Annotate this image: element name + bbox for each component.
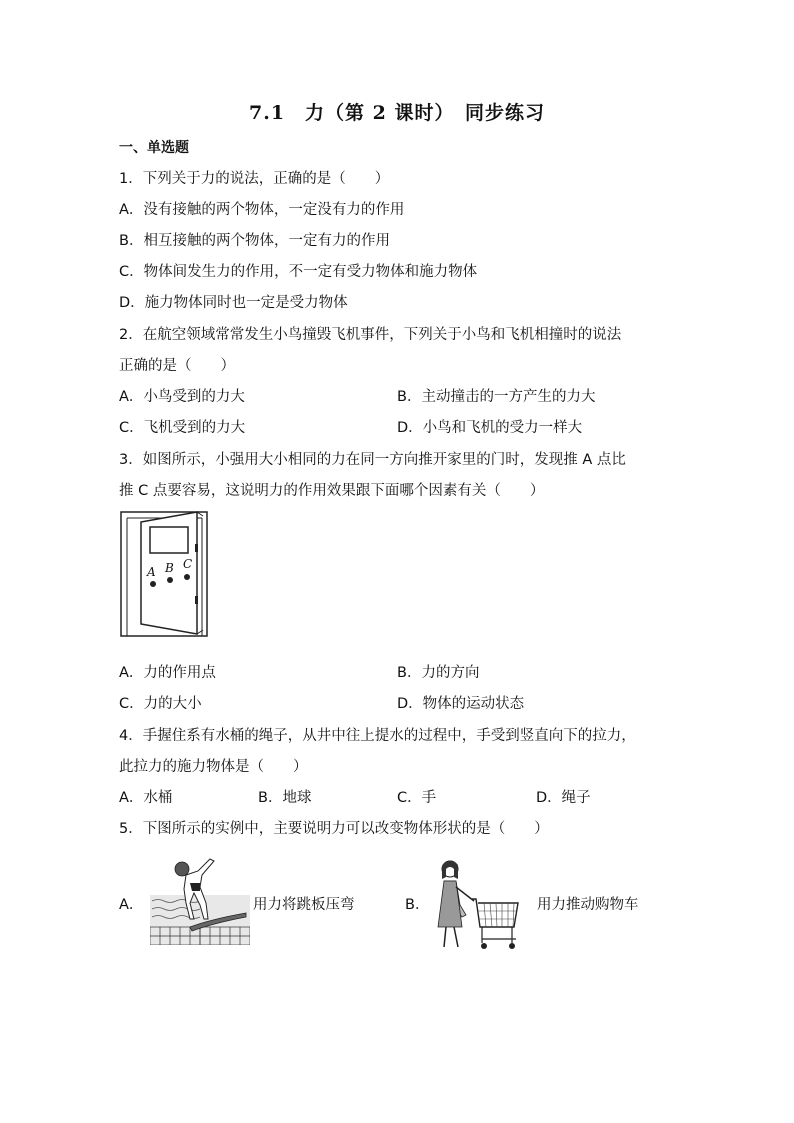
question-2-stem-line1: 2．在航空领域常常发生小鸟撞毁飞机事件，下列关于小鸟和飞机相撞时的说法	[119, 327, 622, 343]
door-figure	[119, 510, 211, 640]
question-4-stem-line1: 4．手握住系有水桶的绳子，从井中往上提水的过程中，手受到竖直向下的拉力，	[119, 728, 636, 744]
point-c-dot	[184, 574, 190, 580]
point-c-label: C	[183, 557, 193, 571]
question-3-option-c: C．力的大小	[119, 696, 202, 712]
question-5-stem: 5．下图所示的实例中，主要说明力可以改变物体形状的是（ ）	[119, 821, 549, 837]
point-a-dot	[150, 581, 156, 587]
question-1-option-c: C．物体间发生力的作用，不一定有受力物体和施力物体	[119, 264, 478, 280]
question-4-option-c: C．手	[397, 790, 437, 806]
question-1-option-a: A．没有接触的两个物体，一定没有力的作用	[119, 202, 405, 218]
point-b-dot	[167, 577, 173, 583]
question-5-option-b-letter: B．	[405, 897, 430, 913]
question-4-stem-line2: 此拉力的施力物体是（ ）	[119, 759, 308, 775]
question-2-stem-line2: 正确的是（ ）	[119, 358, 235, 374]
page-title: 7.1 力（第 2 课时） 同步练习	[248, 102, 545, 124]
question-3-stem-line2: 推 C 点要容易，这说明力的作用效果跟下面哪个因素有关（ ）	[119, 483, 545, 499]
diving-board-figure	[150, 853, 250, 945]
question-2-option-a: A．小鸟受到的力大	[119, 389, 245, 405]
question-5-option-a-text: 用力将跳板压弯	[253, 897, 355, 913]
question-2-option-d: D．小鸟和飞机的受力一样大	[397, 420, 583, 436]
question-1-stem: 1．下列关于力的说法，正确的是（ ）	[119, 171, 390, 187]
section-heading: 一、单选题	[119, 140, 189, 156]
point-b-label: B	[165, 561, 174, 575]
question-2-option-b: B．主动撞击的一方产生的力大	[397, 389, 596, 405]
shopping-cart-figure	[432, 855, 524, 953]
question-1-option-b: B．相互接触的两个物体，一定有力的作用	[119, 233, 390, 249]
question-5-option-b-text: 用力推动购物车	[537, 897, 639, 913]
question-3-option-a: A．力的作用点	[119, 665, 216, 681]
question-3-option-d: D．物体的运动状态	[397, 696, 525, 712]
question-2-option-c: C．飞机受到的力大	[119, 420, 246, 436]
question-1-option-d: D．施力物体同时也一定是受力物体	[119, 295, 348, 311]
question-5-option-a-letter: A．	[119, 897, 144, 913]
question-4-option-d: D．绳子	[536, 790, 591, 806]
question-3-option-b: B．力的方向	[397, 665, 480, 681]
question-4-option-b: B．地球	[258, 790, 312, 806]
point-a-label: A	[147, 565, 156, 579]
question-3-stem-line1: 3．如图所示，小强用大小相同的力在同一方向推开家里的门时，发现推 A 点比	[119, 452, 626, 468]
question-4-option-a: A．水桶	[119, 790, 173, 806]
